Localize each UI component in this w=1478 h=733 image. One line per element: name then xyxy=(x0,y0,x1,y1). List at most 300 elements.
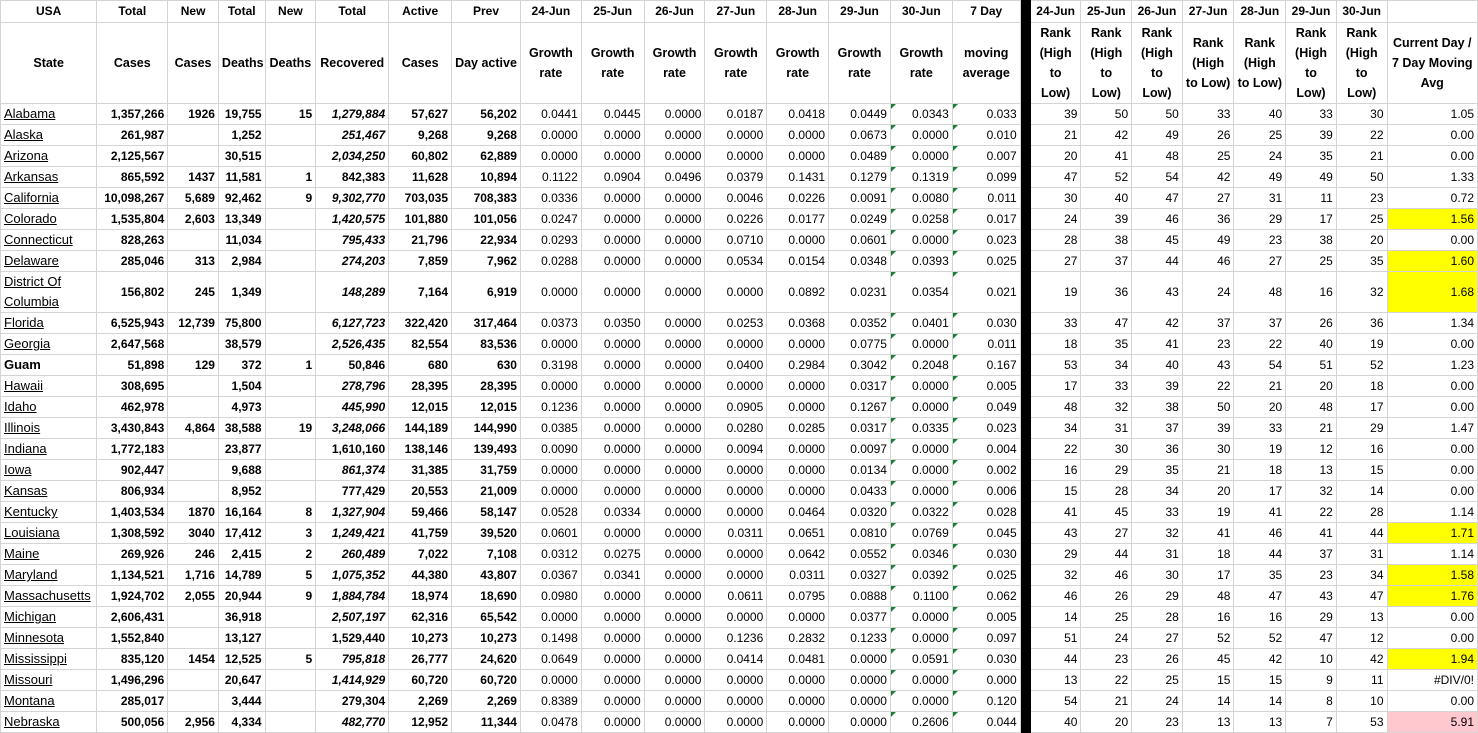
data-cell[interactable]: 22 xyxy=(1286,502,1337,523)
data-cell[interactable]: 26 xyxy=(1132,649,1183,670)
data-cell[interactable]: 7,022 xyxy=(389,544,452,565)
data-cell[interactable]: 0.0000 xyxy=(767,481,829,502)
state-link[interactable]: Alaska xyxy=(4,127,44,142)
header1-cell[interactable]: 25-Jun xyxy=(1081,1,1132,23)
data-cell[interactable]: 27 xyxy=(1234,251,1286,272)
data-cell[interactable] xyxy=(168,146,219,167)
data-cell[interactable]: 9 xyxy=(1286,670,1337,691)
data-cell[interactable]: 10 xyxy=(1336,691,1387,712)
data-cell[interactable]: 0.0000 xyxy=(581,272,644,313)
data-cell[interactable]: 0.097 xyxy=(952,628,1020,649)
data-cell[interactable]: 18,974 xyxy=(389,586,452,607)
data-cell[interactable]: 47 xyxy=(1234,586,1286,607)
data-cell[interactable]: 0.0000 xyxy=(581,439,644,460)
data-cell[interactable]: 27 xyxy=(1081,523,1132,544)
data-cell[interactable]: 0.2048 xyxy=(890,355,952,376)
data-cell[interactable]: 8 xyxy=(1286,691,1337,712)
data-cell[interactable]: 11 xyxy=(1286,188,1337,209)
data-cell[interactable]: 2,956 xyxy=(168,712,219,733)
data-cell[interactable]: 0.0000 xyxy=(520,334,581,355)
data-cell[interactable]: 0.0343 xyxy=(890,104,952,125)
data-cell[interactable]: 2,526,435 xyxy=(316,334,389,355)
data-cell[interactable]: 22,934 xyxy=(452,230,521,251)
data-cell[interactable]: 0.0000 xyxy=(644,376,705,397)
data-cell[interactable]: 18,690 xyxy=(452,586,521,607)
data-cell[interactable] xyxy=(265,334,316,355)
state-link[interactable]: Maryland xyxy=(4,567,58,582)
state-name-cell[interactable] xyxy=(1,230,97,251)
data-cell[interactable]: 21 xyxy=(1081,691,1132,712)
data-cell[interactable]: 0.0187 xyxy=(705,104,767,125)
data-cell[interactable]: 42 xyxy=(1182,167,1234,188)
data-cell[interactable]: 0.0000 xyxy=(890,439,952,460)
data-cell[interactable]: 27 xyxy=(1182,188,1234,209)
data-cell[interactable]: 14,789 xyxy=(218,565,265,586)
data-cell[interactable]: 0.000 xyxy=(952,670,1020,691)
data-cell[interactable]: 0.049 xyxy=(952,397,1020,418)
data-cell[interactable]: 5.91 xyxy=(1387,712,1477,733)
data-cell[interactable]: 33 xyxy=(1030,313,1081,334)
data-cell[interactable]: 1437 xyxy=(168,167,219,188)
data-cell[interactable]: 46 xyxy=(1132,209,1183,230)
data-cell[interactable]: 1 xyxy=(265,355,316,376)
data-cell[interactable]: 21 xyxy=(1182,460,1234,481)
data-cell[interactable]: 29 xyxy=(1336,418,1387,439)
data-cell[interactable]: 20,553 xyxy=(389,481,452,502)
data-cell[interactable]: 6,919 xyxy=(452,272,521,313)
header2-cell[interactable]: Rank (High to Low) xyxy=(1336,23,1387,104)
data-cell[interactable]: 40 xyxy=(1132,355,1183,376)
data-cell[interactable]: 0.025 xyxy=(952,565,1020,586)
data-cell[interactable]: 31 xyxy=(1132,544,1183,565)
data-cell[interactable]: 0.167 xyxy=(952,355,1020,376)
state-name-cell[interactable] xyxy=(1,691,97,712)
data-cell[interactable]: 0.0000 xyxy=(644,712,705,733)
header2-cell[interactable]: Growth rate xyxy=(644,23,705,104)
data-cell[interactable]: 0.0000 xyxy=(644,670,705,691)
data-cell[interactable]: 101,880 xyxy=(389,209,452,230)
data-cell[interactable]: 0.0000 xyxy=(890,230,952,251)
data-cell[interactable]: 0.0000 xyxy=(581,460,644,481)
data-cell[interactable]: 62,889 xyxy=(452,146,521,167)
data-cell[interactable]: 462,978 xyxy=(97,397,168,418)
data-cell[interactable]: 1,716 xyxy=(168,565,219,586)
data-cell[interactable]: 0.3198 xyxy=(520,355,581,376)
data-cell[interactable]: 16,164 xyxy=(218,502,265,523)
data-cell[interactable]: 1,535,804 xyxy=(97,209,168,230)
data-cell[interactable]: 25 xyxy=(1182,146,1234,167)
data-cell[interactable]: 246 xyxy=(168,544,219,565)
data-cell[interactable]: 0.0000 xyxy=(581,670,644,691)
data-cell[interactable]: 0.0000 xyxy=(644,586,705,607)
data-cell[interactable]: 1,552,840 xyxy=(97,628,168,649)
data-cell[interactable]: 44 xyxy=(1081,544,1132,565)
data-cell[interactable]: 274,203 xyxy=(316,251,389,272)
data-cell[interactable]: 0.0094 xyxy=(705,439,767,460)
data-cell[interactable]: 144,189 xyxy=(389,418,452,439)
data-cell[interactable]: 52 xyxy=(1182,628,1234,649)
data-cell[interactable]: 1,279,884 xyxy=(316,104,389,125)
data-cell[interactable] xyxy=(168,230,219,251)
data-cell[interactable]: 0.0317 xyxy=(829,376,891,397)
data-cell[interactable]: 0.0534 xyxy=(705,251,767,272)
header1-cell[interactable]: 24-Jun xyxy=(1030,1,1081,23)
data-cell[interactable]: 21 xyxy=(1234,376,1286,397)
data-cell[interactable]: 0.062 xyxy=(952,586,1020,607)
header1-cell[interactable]: 7 Day xyxy=(952,1,1020,23)
data-cell[interactable]: 9,268 xyxy=(452,125,521,146)
data-cell[interactable]: 34 xyxy=(1336,565,1387,586)
data-cell[interactable]: 0.0247 xyxy=(520,209,581,230)
data-cell[interactable]: 0.0000 xyxy=(767,376,829,397)
state-link[interactable]: Minnesota xyxy=(4,630,64,645)
data-cell[interactable]: 0.0000 xyxy=(581,712,644,733)
state-name-cell[interactable] xyxy=(1,272,97,313)
header1-cell[interactable]: 28-Jun xyxy=(767,1,829,23)
data-cell[interactable]: 0.0000 xyxy=(890,334,952,355)
state-name-cell[interactable] xyxy=(1,439,97,460)
data-cell[interactable]: 49 xyxy=(1132,125,1183,146)
data-cell[interactable]: 39 xyxy=(1286,125,1337,146)
data-cell[interactable]: 0.0651 xyxy=(767,523,829,544)
data-cell[interactable]: 0.0601 xyxy=(520,523,581,544)
data-cell[interactable]: 842,383 xyxy=(316,167,389,188)
header2-cell[interactable]: Cases xyxy=(389,23,452,104)
data-cell[interactable]: 0.0552 xyxy=(829,544,891,565)
data-cell[interactable]: 0.004 xyxy=(952,439,1020,460)
data-cell[interactable]: 0.0285 xyxy=(767,418,829,439)
data-cell[interactable]: 12,525 xyxy=(218,649,265,670)
data-cell[interactable]: 0.0710 xyxy=(705,230,767,251)
header2-cell[interactable]: Growth rate xyxy=(890,23,952,104)
data-cell[interactable]: 23 xyxy=(1336,188,1387,209)
data-cell[interactable]: 2,415 xyxy=(218,544,265,565)
data-cell[interactable]: 24 xyxy=(1081,628,1132,649)
data-cell[interactable]: 0.2832 xyxy=(767,628,829,649)
data-cell[interactable]: 29 xyxy=(1132,586,1183,607)
data-cell[interactable]: 2,606,431 xyxy=(97,607,168,628)
data-cell[interactable]: 56,202 xyxy=(452,104,521,125)
data-cell[interactable]: 1,249,421 xyxy=(316,523,389,544)
data-cell[interactable]: 1,884,784 xyxy=(316,586,389,607)
state-link[interactable]: Louisiana xyxy=(4,525,60,540)
header2-cell[interactable]: Rank (High to Low) xyxy=(1182,23,1234,104)
header2-cell[interactable]: State xyxy=(1,23,97,104)
data-cell[interactable]: 0.010 xyxy=(952,125,1020,146)
data-cell[interactable]: 0.0000 xyxy=(581,607,644,628)
data-cell[interactable]: 41 xyxy=(1081,146,1132,167)
data-cell[interactable]: 48 xyxy=(1286,397,1337,418)
data-cell[interactable]: 34 xyxy=(1081,355,1132,376)
data-cell[interactable]: 0.0392 xyxy=(890,565,952,586)
data-cell[interactable]: 0.0000 xyxy=(767,125,829,146)
data-cell[interactable] xyxy=(265,230,316,251)
data-cell[interactable]: 23 xyxy=(1132,712,1183,733)
state-name-cell[interactable] xyxy=(1,670,97,691)
data-cell[interactable]: 23,877 xyxy=(218,439,265,460)
data-cell[interactable]: 285,017 xyxy=(97,691,168,712)
state-link[interactable]: Guam xyxy=(4,357,41,372)
data-cell[interactable]: 0.0000 xyxy=(890,628,952,649)
data-cell[interactable]: 24 xyxy=(1234,146,1286,167)
data-cell[interactable]: 0.0980 xyxy=(520,586,581,607)
data-cell[interactable] xyxy=(265,712,316,733)
data-cell[interactable]: 0.0226 xyxy=(767,188,829,209)
data-cell[interactable]: 0.0354 xyxy=(890,272,952,313)
header1-cell[interactable]: 29-Jun xyxy=(829,1,891,23)
data-cell[interactable]: 7,859 xyxy=(389,251,452,272)
data-cell[interactable]: 1,504 xyxy=(218,376,265,397)
state-name-cell[interactable] xyxy=(1,355,97,376)
data-cell[interactable]: 0.0000 xyxy=(581,355,644,376)
data-cell[interactable]: 47 xyxy=(1132,188,1183,209)
data-cell[interactable]: 0.0154 xyxy=(767,251,829,272)
data-cell[interactable]: 25 xyxy=(1081,607,1132,628)
data-cell[interactable]: 5,689 xyxy=(168,188,219,209)
data-cell[interactable]: 4,973 xyxy=(218,397,265,418)
data-cell[interactable]: 7,962 xyxy=(452,251,521,272)
state-link[interactable]: Kentucky xyxy=(4,504,58,519)
data-cell[interactable]: 42 xyxy=(1336,649,1387,670)
data-cell[interactable]: 0.1236 xyxy=(705,628,767,649)
data-cell[interactable]: 13 xyxy=(1336,607,1387,628)
data-cell[interactable]: 0.0642 xyxy=(767,544,829,565)
data-cell[interactable]: 0.0000 xyxy=(705,691,767,712)
data-cell[interactable]: 138,146 xyxy=(389,439,452,460)
state-name-cell[interactable] xyxy=(1,167,97,188)
header1-cell[interactable]: New xyxy=(265,1,316,23)
data-cell[interactable]: 0.0000 xyxy=(767,670,829,691)
data-cell[interactable]: 500,056 xyxy=(97,712,168,733)
data-cell[interactable]: 20 xyxy=(1336,230,1387,251)
data-cell[interactable]: 0.1319 xyxy=(890,167,952,188)
data-cell[interactable]: 0.0000 xyxy=(890,607,952,628)
data-cell[interactable]: 43 xyxy=(1286,586,1337,607)
data-cell[interactable] xyxy=(168,397,219,418)
data-cell[interactable]: 23 xyxy=(1081,649,1132,670)
data-cell[interactable]: 60,802 xyxy=(389,146,452,167)
data-cell[interactable]: 19 xyxy=(1030,272,1081,313)
data-cell[interactable]: 1.60 xyxy=(1387,251,1477,272)
data-cell[interactable]: 16 xyxy=(1182,607,1234,628)
data-cell[interactable]: 21,796 xyxy=(389,230,452,251)
data-cell[interactable]: 24,620 xyxy=(452,649,521,670)
data-cell[interactable]: 39,520 xyxy=(452,523,521,544)
state-name-cell[interactable] xyxy=(1,628,97,649)
state-link[interactable]: Michigan xyxy=(4,609,57,624)
data-cell[interactable]: 0.0528 xyxy=(520,502,581,523)
data-cell[interactable]: 0.0000 xyxy=(829,649,891,670)
data-cell[interactable]: 0.0000 xyxy=(581,251,644,272)
data-cell[interactable]: 41 xyxy=(1286,523,1337,544)
data-cell[interactable]: 0.0352 xyxy=(829,313,891,334)
data-cell[interactable]: 0.0275 xyxy=(581,544,644,565)
header2-cell[interactable]: moving average xyxy=(952,23,1020,104)
data-cell[interactable]: 1,496,296 xyxy=(97,670,168,691)
data-cell[interactable]: 41 xyxy=(1182,523,1234,544)
data-cell[interactable]: 0.0000 xyxy=(581,188,644,209)
data-cell[interactable]: 0.045 xyxy=(952,523,1020,544)
data-cell[interactable]: 0.0336 xyxy=(520,188,581,209)
data-cell[interactable]: 0.0000 xyxy=(581,397,644,418)
data-cell[interactable]: 37 xyxy=(1286,544,1337,565)
data-cell[interactable]: 30 xyxy=(1132,565,1183,586)
data-cell[interactable]: 15 xyxy=(1182,670,1234,691)
data-cell[interactable]: 20 xyxy=(1030,146,1081,167)
data-cell[interactable]: 0.0000 xyxy=(705,607,767,628)
data-cell[interactable]: 0.0000 xyxy=(767,712,829,733)
data-cell[interactable]: 47 xyxy=(1081,313,1132,334)
data-cell[interactable]: 0.0000 xyxy=(644,544,705,565)
data-cell[interactable]: 35 xyxy=(1286,146,1337,167)
header2-cell[interactable]: Growth rate xyxy=(520,23,581,104)
header2-cell[interactable]: Rank (High to Low) xyxy=(1081,23,1132,104)
data-cell[interactable]: 0.0649 xyxy=(520,649,581,670)
data-cell[interactable]: 0.0000 xyxy=(767,460,829,481)
data-cell[interactable]: 42 xyxy=(1132,313,1183,334)
data-cell[interactable]: 245 xyxy=(168,272,219,313)
data-cell[interactable]: 0.033 xyxy=(952,104,1020,125)
data-cell[interactable]: 0.0293 xyxy=(520,230,581,251)
data-cell[interactable]: 1.23 xyxy=(1387,355,1477,376)
data-cell[interactable]: 38 xyxy=(1132,397,1183,418)
data-cell[interactable]: 29 xyxy=(1081,460,1132,481)
data-cell[interactable]: 45 xyxy=(1132,230,1183,251)
data-cell[interactable]: 35 xyxy=(1081,334,1132,355)
data-cell[interactable]: 49 xyxy=(1182,230,1234,251)
data-cell[interactable]: 46 xyxy=(1182,251,1234,272)
header1-cell[interactable]: 30-Jun xyxy=(1336,1,1387,23)
data-cell[interactable]: 21 xyxy=(1030,125,1081,146)
data-cell[interactable]: 285,046 xyxy=(97,251,168,272)
header2-cell[interactable]: Growth rate xyxy=(705,23,767,104)
data-cell[interactable]: 0.0000 xyxy=(890,460,952,481)
data-cell[interactable]: 0.0810 xyxy=(829,523,891,544)
data-cell[interactable]: 156,802 xyxy=(97,272,168,313)
data-cell[interactable]: 0.0000 xyxy=(581,418,644,439)
data-cell[interactable]: 795,818 xyxy=(316,649,389,670)
data-cell[interactable]: 0.0348 xyxy=(829,251,891,272)
data-cell[interactable]: 54 xyxy=(1234,355,1286,376)
data-cell[interactable]: 0.0320 xyxy=(829,502,891,523)
data-cell[interactable]: 48 xyxy=(1234,272,1286,313)
data-cell[interactable]: 22 xyxy=(1030,439,1081,460)
state-name-cell[interactable] xyxy=(1,397,97,418)
data-cell[interactable]: 28,395 xyxy=(389,376,452,397)
data-cell[interactable]: 10,273 xyxy=(452,628,521,649)
data-cell[interactable]: 5 xyxy=(265,565,316,586)
data-cell[interactable]: 0.0000 xyxy=(890,125,952,146)
data-cell[interactable]: 21 xyxy=(1286,418,1337,439)
data-cell[interactable]: 48 xyxy=(1030,397,1081,418)
data-cell[interactable]: 46 xyxy=(1081,565,1132,586)
data-cell[interactable]: 0.023 xyxy=(952,418,1020,439)
data-cell[interactable]: 0.0327 xyxy=(829,565,891,586)
data-cell[interactable]: 2,034,250 xyxy=(316,146,389,167)
data-cell[interactable]: 6,525,943 xyxy=(97,313,168,334)
data-cell[interactable]: 0.0000 xyxy=(520,272,581,313)
data-cell[interactable]: 17,412 xyxy=(218,523,265,544)
data-cell[interactable]: 36,918 xyxy=(218,607,265,628)
data-cell[interactable]: 0.00 xyxy=(1387,146,1477,167)
data-cell[interactable]: 33 xyxy=(1081,376,1132,397)
data-cell[interactable] xyxy=(265,481,316,502)
data-cell[interactable]: 1.34 xyxy=(1387,313,1477,334)
data-cell[interactable]: 1,403,534 xyxy=(97,502,168,523)
data-cell[interactable]: 0.0080 xyxy=(890,188,952,209)
data-cell[interactable]: 1,414,929 xyxy=(316,670,389,691)
state-name-cell[interactable] xyxy=(1,523,97,544)
header2-cell[interactable]: Recovered xyxy=(316,23,389,104)
data-cell[interactable]: 445,990 xyxy=(316,397,389,418)
data-cell[interactable]: 3,444 xyxy=(218,691,265,712)
header2-cell[interactable]: Growth rate xyxy=(581,23,644,104)
state-link[interactable]: District Of Columbia xyxy=(4,274,62,309)
data-cell[interactable]: 42 xyxy=(1081,125,1132,146)
state-name-cell[interactable] xyxy=(1,607,97,628)
data-cell[interactable]: 0.2606 xyxy=(890,712,952,733)
data-cell[interactable]: 20,647 xyxy=(218,670,265,691)
header1-cell[interactable]: 25-Jun xyxy=(581,1,644,23)
data-cell[interactable]: 0.0000 xyxy=(890,481,952,502)
data-cell[interactable]: 15 xyxy=(1030,481,1081,502)
data-cell[interactable]: 35 xyxy=(1234,565,1286,586)
data-cell[interactable] xyxy=(265,146,316,167)
state-link[interactable]: Mississippi xyxy=(4,651,67,666)
data-cell[interactable]: 43 xyxy=(1182,355,1234,376)
data-cell[interactable]: 6,127,723 xyxy=(316,313,389,334)
data-cell[interactable]: 0.0311 xyxy=(705,523,767,544)
data-cell[interactable]: 15 xyxy=(265,104,316,125)
header1-cell[interactable]: 27-Jun xyxy=(1182,1,1234,23)
state-name-cell[interactable] xyxy=(1,502,97,523)
data-cell[interactable]: 44 xyxy=(1030,649,1081,670)
data-cell[interactable]: 40 xyxy=(1081,188,1132,209)
data-cell[interactable]: 53 xyxy=(1030,355,1081,376)
data-cell[interactable]: 3040 xyxy=(168,523,219,544)
data-cell[interactable]: 49 xyxy=(1286,167,1337,188)
data-cell[interactable]: 52 xyxy=(1234,628,1286,649)
data-cell[interactable]: 0.0775 xyxy=(829,334,891,355)
data-cell[interactable]: 1,772,183 xyxy=(97,439,168,460)
data-cell[interactable]: 0.0046 xyxy=(705,188,767,209)
data-cell[interactable]: 308,695 xyxy=(97,376,168,397)
data-cell[interactable]: 9,268 xyxy=(389,125,452,146)
data-cell[interactable]: 0.0000 xyxy=(581,481,644,502)
data-cell[interactable]: 0.0000 xyxy=(581,376,644,397)
data-cell[interactable]: 1.05 xyxy=(1387,104,1477,125)
data-cell[interactable]: 21,009 xyxy=(452,481,521,502)
data-cell[interactable]: 18 xyxy=(1182,544,1234,565)
data-cell[interactable]: 1.68 xyxy=(1387,272,1477,313)
data-cell[interactable]: 0.00 xyxy=(1387,125,1477,146)
data-cell[interactable]: 0.0000 xyxy=(767,146,829,167)
data-cell[interactable]: 139,493 xyxy=(452,439,521,460)
data-cell[interactable] xyxy=(168,125,219,146)
data-cell[interactable]: 0.0000 xyxy=(581,146,644,167)
data-cell[interactable]: 40 xyxy=(1030,712,1081,733)
data-cell[interactable]: 0.011 xyxy=(952,334,1020,355)
data-cell[interactable]: 0.0000 xyxy=(644,334,705,355)
data-cell[interactable]: 0.0000 xyxy=(644,355,705,376)
data-cell[interactable]: 20 xyxy=(1182,481,1234,502)
data-cell[interactable]: 37 xyxy=(1234,313,1286,334)
data-cell[interactable]: 18 xyxy=(1030,334,1081,355)
data-cell[interactable]: 0.0000 xyxy=(705,460,767,481)
header1-cell[interactable]: 27-Jun xyxy=(705,1,767,23)
data-cell[interactable]: 0.0000 xyxy=(644,397,705,418)
data-cell[interactable]: 12,015 xyxy=(389,397,452,418)
